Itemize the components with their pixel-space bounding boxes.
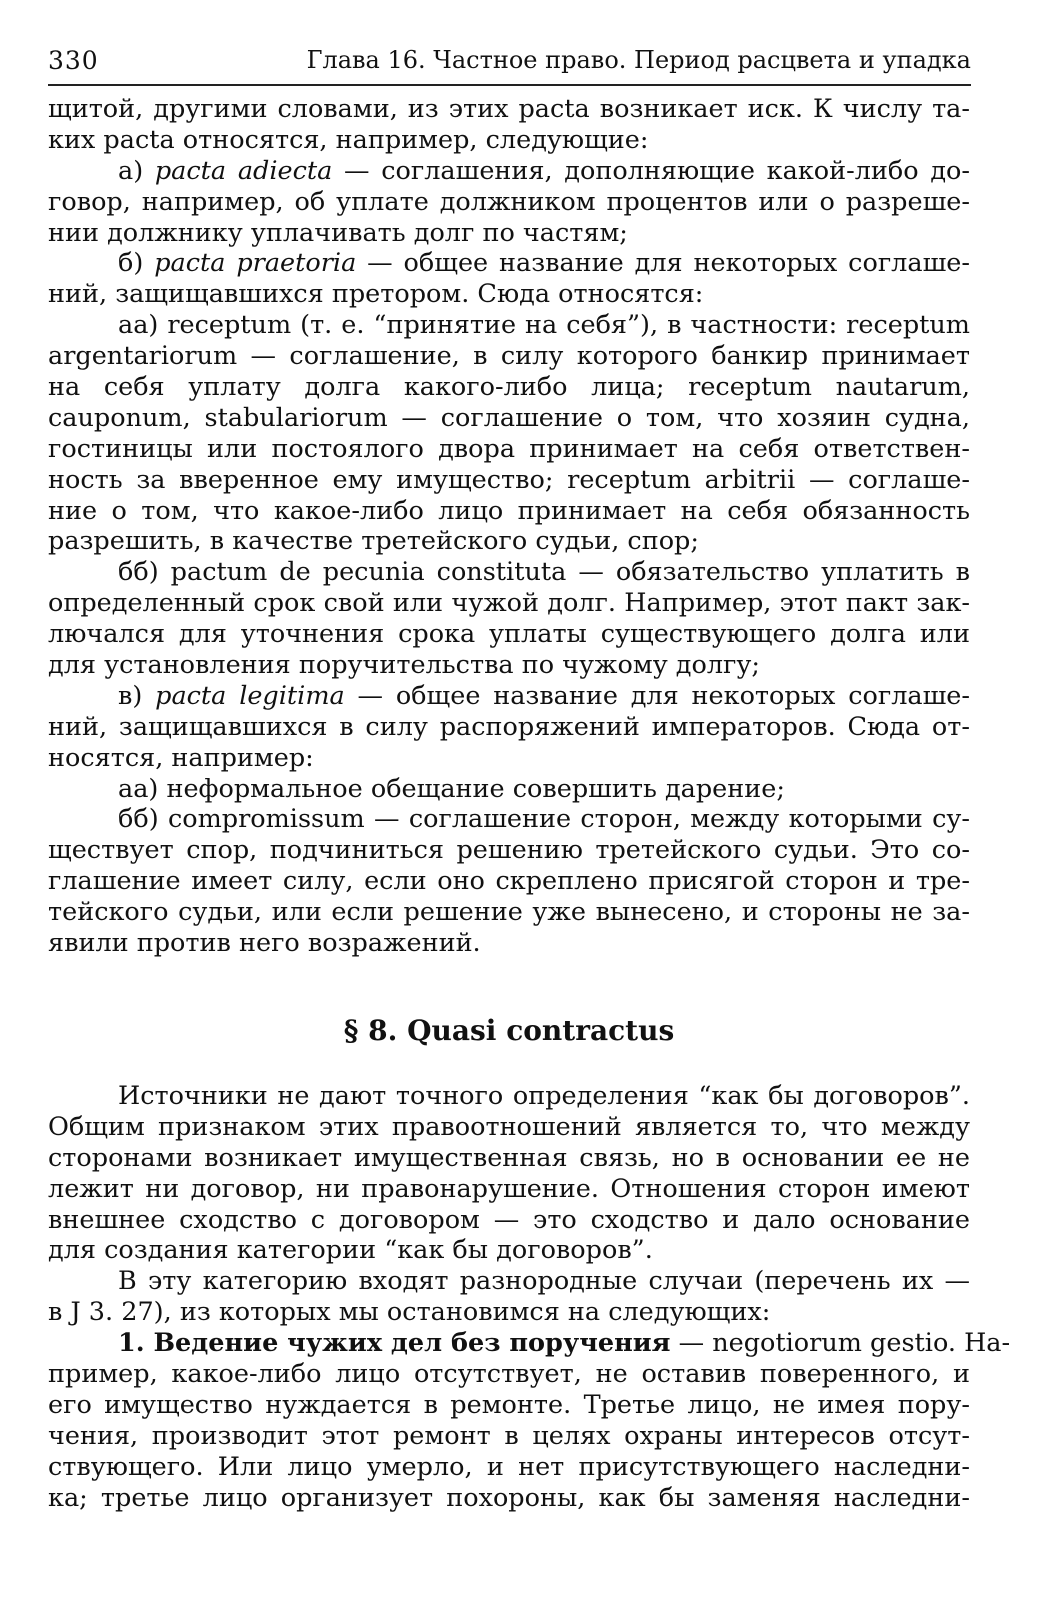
text-line: б) pacta praetoria — общее название для некоторых соглаше-: [118, 248, 970, 279]
text-line: пример, какое-либо лицо отсутствует, не оставив поверенного, и: [48, 1359, 970, 1390]
text-line: ний, защищавшихся в силу распоряжений императоров. Сюда от-: [48, 711, 970, 742]
text-line: ка; третье лицо организует похороны, как бы заменяя наследни-: [48, 1482, 970, 1513]
text-line: ние о том, что какое-либо лицо принимает на себя обязанность: [48, 495, 970, 526]
text-line: на себя уплату долга какого-либо лица; receptum nautarum,: [48, 372, 970, 403]
text-line: ность за вверенное ему имущество; receptum arbitrii — соглаше-: [48, 464, 970, 495]
text-line: носятся, например:: [48, 742, 314, 773]
page-header: [48, 40, 971, 86]
body-text-section-2: [48, 1081, 1011, 1513]
text-line: 1. Ведение чужих дел без поручения — negotiorum gestio. На-: [118, 1328, 1011, 1359]
text-line: аа) неформальное обещание совершить дарение;: [118, 773, 785, 804]
text-line: В эту категорию входят разнородные случаи (перечень их —: [118, 1266, 970, 1297]
text-line: нии должнику уплачивать долг по частям;: [48, 217, 628, 248]
text-line: сторонами возникает имущественная связь, но в основании ее не: [48, 1142, 970, 1173]
text-line: cauponum, stabulariorum — соглашение о том, что хозяин судна,: [48, 402, 970, 433]
text-line: ствующего. Или лицо умерло, и нет присутствующего наследни-: [48, 1451, 970, 1482]
text-line: в J 3. 27), из которых мы остановимся на следующих:: [48, 1297, 771, 1328]
text-line: определенный срок свой или чужой долг. Например, этот пакт зак-: [48, 588, 970, 619]
text-line: щитой, другими словами, из этих pacta возникает иск. К числу та-: [48, 94, 970, 124]
text-line: для установления поручительства по чужому долгу;: [48, 650, 761, 681]
text-line: говор, например, об уплате должником процентов или о разреше-: [48, 186, 970, 217]
text-line: его имущество нуждается в ремонте. Третье лицо, не имея пору-: [48, 1389, 970, 1420]
text-line: бб) pactum de pecunia constituta — обязательство уплатить в: [118, 557, 970, 588]
text-line: argentariorum — соглашение, в силу которого банкир принимает: [48, 341, 970, 372]
text-line: ществует спор, подчиниться решению третейского судьи. Это со-: [48, 835, 970, 866]
text-line: ких pacta относятся, например, следующие:: [48, 124, 649, 155]
text-line: глашение имеет силу, если оно скреплено присягой сторон и тре-: [48, 866, 970, 897]
text-line: в) pacta legitima — общее название для некоторых соглаше-: [118, 680, 971, 711]
text-line: явили против него возражений.: [48, 928, 481, 959]
text-line: чения, производит этот ремонт в целях охраны интересов отсут-: [48, 1420, 970, 1451]
section-heading: § 8. Quasi contractus: [343, 1014, 675, 1047]
text-line: гостиницы или постоялого двора принимает на себя ответствен-: [48, 433, 970, 464]
text-line: а) pacta adiecta — соглашения, дополняющие какой-либо до-: [118, 155, 970, 186]
text-line: ний, защищавшихся претором. Сюда относятся:: [48, 279, 704, 310]
body-text-section-1: [48, 94, 970, 959]
page-number: 330: [48, 46, 99, 75]
text-line: тейского судьи, или если решение уже вынесено, и стороны не за-: [48, 897, 970, 928]
text-line: Общим признаком этих правоотношений является то, что между: [48, 1111, 970, 1142]
text-line: разрешить, в качестве третейского судьи, спор;: [48, 526, 699, 557]
text-line: Источники не дают точного определения “как бы договоров”.: [118, 1081, 970, 1111]
text-line: лежит ни договор, ни правонарушение. Отношения сторон имеют: [48, 1173, 970, 1204]
text-line: для создания категории “как бы договоров”.: [48, 1235, 653, 1266]
running-head: Глава 16. Частное право. Период расцвета и упадка: [306, 46, 971, 74]
text-line: лючался для уточнения срока уплаты существующего долга или: [48, 619, 970, 650]
text-line: аа) receptum (т. е. “принятие на себя”), в частности: receptum: [118, 310, 970, 341]
text-line: бб) compromissum — соглашение сторон, между которыми су-: [118, 804, 970, 835]
text-line: внешнее сходство с договором — это сходство и дало основание: [48, 1204, 970, 1235]
